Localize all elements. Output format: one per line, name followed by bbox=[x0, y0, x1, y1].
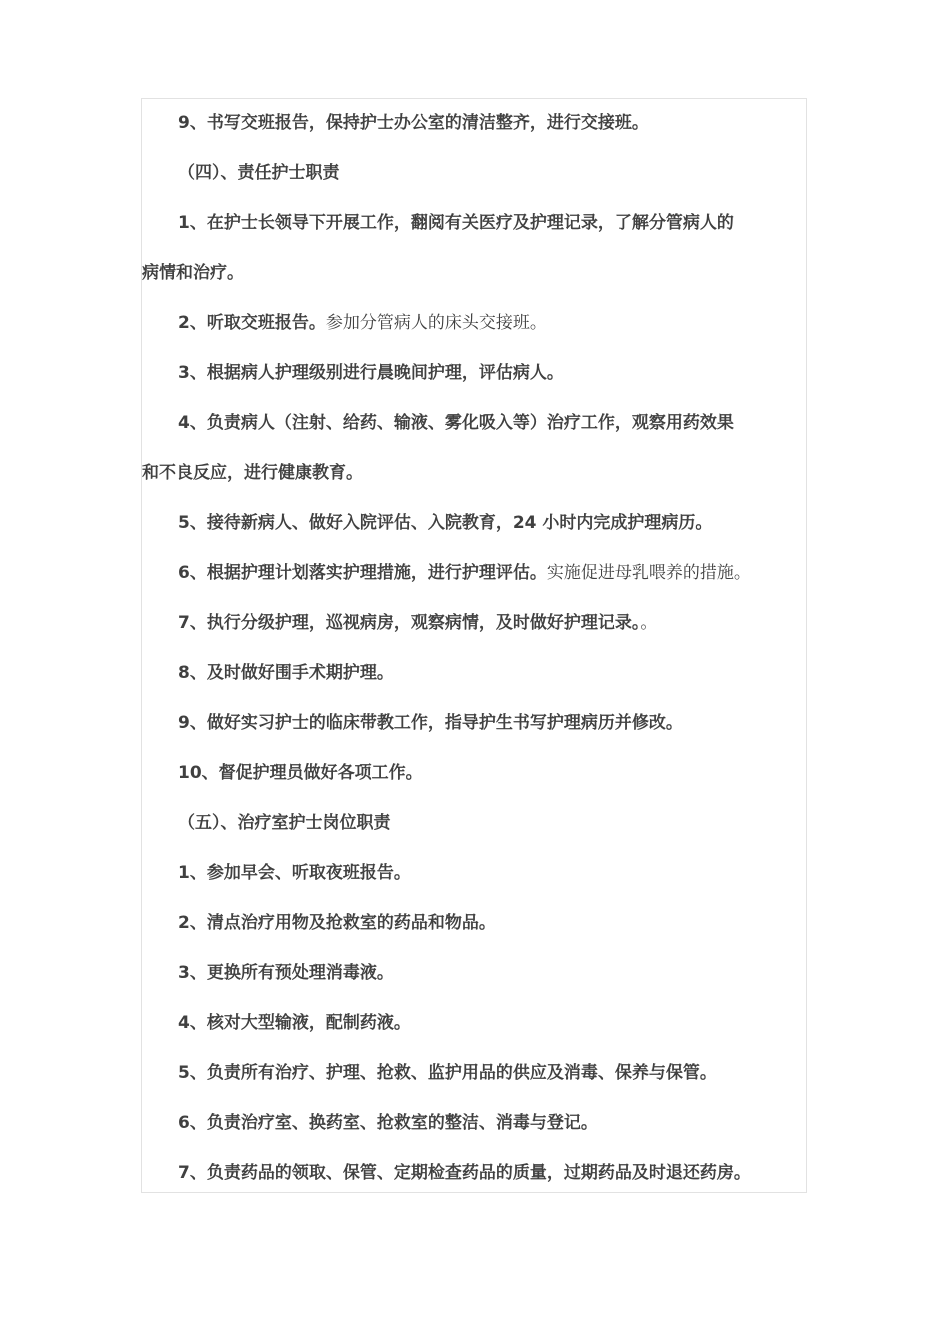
bold-text: 和不良反应，进行健康教育。 bbox=[142, 463, 363, 483]
bold-text: （四）、责任护士职责 bbox=[178, 163, 340, 183]
bold-text: 10、督促护理员做好各项工作。 bbox=[178, 763, 423, 783]
bold-text: 7、执行分级护理，巡视病房，观察病情，及时做好护理记录。 bbox=[178, 613, 641, 633]
paragraph-line bbox=[142, 1048, 806, 1098]
paragraph-line bbox=[142, 548, 806, 598]
paragraph-line bbox=[142, 598, 806, 648]
paragraph-line bbox=[142, 898, 806, 948]
paragraph-line bbox=[142, 998, 806, 1048]
paragraph-line bbox=[142, 1148, 806, 1198]
bold-text: 1、参加早会、听取夜班报告。 bbox=[178, 863, 411, 883]
paragraph-line bbox=[142, 98, 806, 148]
bold-text: 3、更换所有预处理消毒液。 bbox=[178, 963, 394, 983]
paragraph-line bbox=[142, 298, 806, 348]
section-heading bbox=[142, 798, 806, 848]
bold-text: 5、接待新病人、做好入院评估、入院教育，24 小时内完成护理病历。 bbox=[178, 513, 713, 533]
normal-text: 实施促进母乳喂养的措施。 bbox=[546, 563, 751, 583]
paragraph-line bbox=[142, 748, 806, 798]
bold-text: （五）、治疗室护士岗位职责 bbox=[178, 813, 391, 833]
bold-text: 6、根据护理计划落实护理措施，进行护理评估。 bbox=[178, 563, 547, 583]
paragraph-line bbox=[142, 1098, 806, 1148]
bold-text: 5、负责所有治疗、护理、抢救、监护用品的供应及消毒、保养与保管。 bbox=[178, 1063, 717, 1083]
bold-text: 2、听取交班报告。 bbox=[178, 313, 326, 333]
bold-text: 4、负责病人（注射、给药、输液、雾化吸入等）治疗工作，观察用药效果 bbox=[178, 413, 734, 433]
bold-text: 2、清点治疗用物及抢救室的药品和物品。 bbox=[178, 913, 496, 933]
bold-text: 8、及时做好围手术期护理。 bbox=[178, 663, 394, 683]
paragraph-continuation bbox=[142, 248, 806, 298]
paragraph-line bbox=[142, 698, 806, 748]
bold-text: 9、书写交班报告，保持护士办公室的清洁整齐，进行交接班。 bbox=[178, 113, 649, 133]
bold-text: 7、负责药品的领取、保管、定期检查药品的质量，过期药品及时退还药房。 bbox=[178, 1163, 751, 1183]
normal-text: 参加分管病人的床头交接班。 bbox=[325, 313, 547, 333]
document-body bbox=[142, 98, 806, 1198]
paragraph-line bbox=[142, 398, 806, 448]
bold-text: 病情和治疗。 bbox=[142, 263, 244, 283]
paragraph-line bbox=[142, 848, 806, 898]
bold-text: 4、核对大型输液，配制药液。 bbox=[178, 1013, 411, 1033]
bold-text: 3、根据病人护理级别进行晨晚间护理，评估病人。 bbox=[178, 363, 564, 383]
paragraph-line bbox=[142, 648, 806, 698]
paragraph-line bbox=[142, 948, 806, 998]
bold-text: 1、在护士长领导下开展工作，翻阅有关医疗及护理记录，了解分管病人的 bbox=[178, 213, 734, 233]
paragraph-line bbox=[142, 498, 806, 548]
paragraph-continuation bbox=[142, 448, 806, 498]
bold-text: 6、负责治疗室、换药室、抢救室的整洁、消毒与登记。 bbox=[178, 1113, 598, 1133]
paragraph-line bbox=[142, 348, 806, 398]
normal-text: 。 bbox=[640, 613, 658, 633]
paragraph-line bbox=[142, 198, 806, 248]
section-heading bbox=[142, 148, 806, 198]
bold-text: 9、做好实习护士的临床带教工作，指导护生书写护理病历并修改。 bbox=[178, 713, 683, 733]
